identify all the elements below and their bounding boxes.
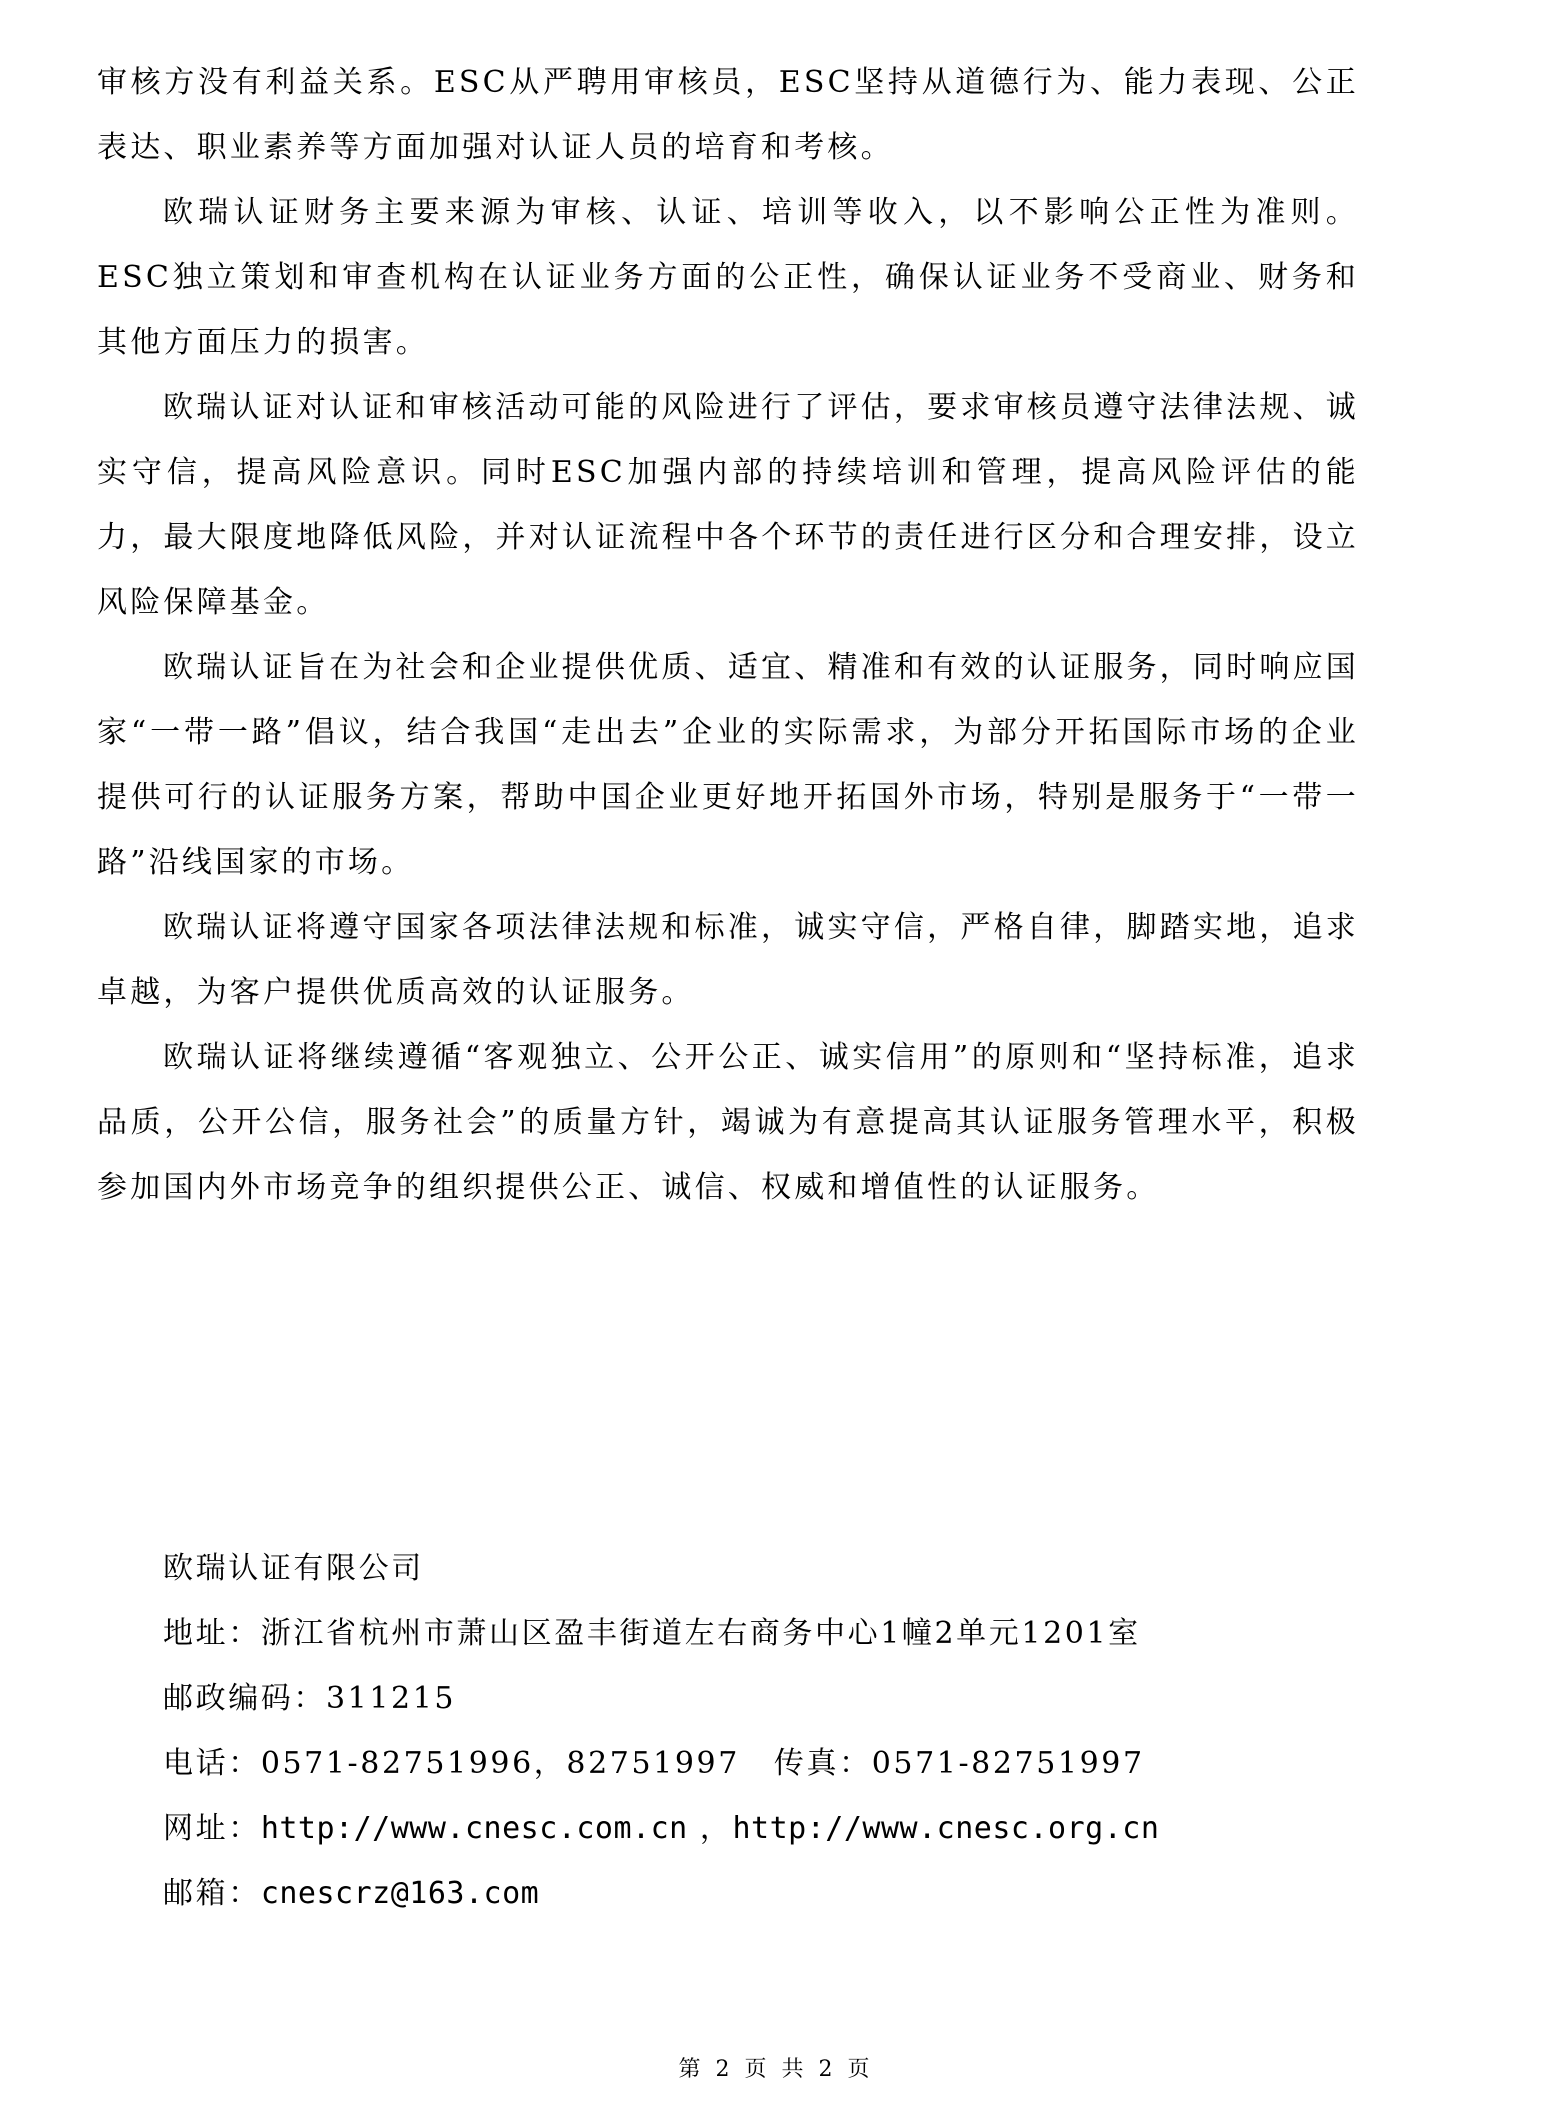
fax-label: 传真： xyxy=(773,1746,872,1781)
website-line xyxy=(163,1796,1363,1861)
email-label: 邮箱： xyxy=(163,1876,261,1911)
email-line xyxy=(163,1861,1363,1926)
postcode-line xyxy=(163,1666,1363,1731)
address-label: 地址： xyxy=(163,1616,261,1651)
postcode-label: 邮政编码： xyxy=(163,1681,326,1716)
paragraph-continuation: 审核方没有利益关系。ESC从严聘用审核员，ESC坚持从道德行为、能力表现、公正表达、职业素养等方面加强对认证人员的培育和考核。 xyxy=(97,65,1359,165)
website-label: 网址： xyxy=(163,1811,261,1846)
address-value: 浙江省杭州市萧山区盈丰街道左右商务中心1幢2单元1201室 xyxy=(260,1616,1141,1651)
document-body xyxy=(97,50,1359,1220)
website-link-org[interactable]: http://www.cnesc.org.cn xyxy=(732,1811,1160,1846)
paragraph-risk: 欧瑞认证对认证和审核活动可能的风险进行了评估，要求审核员遵守法律法规、诚实守信，提高风险意识。同时ESC加强内部的持续培训和管理，提高风险评估的能力，最大限度地降低风险，并对认证流程中各个环节的责任进行区分和合理安排，设立风险保障基金。 xyxy=(97,390,1359,620)
fax-value: 0571-82751997 xyxy=(871,1746,1145,1781)
website-separator: ， xyxy=(699,1811,733,1846)
company-name: 欧瑞认证有限公司 xyxy=(163,1551,424,1586)
paragraph-finance: 欧瑞认证财务主要来源为审核、认证、培训等收入，以不影响公正性为准则。ESC独立策划和审查机构在认证业务方面的公正性，确保认证业务不受商业、财务和其他方面压力的损害。 xyxy=(97,195,1359,360)
phone-value: 0571-82751996，82751997 xyxy=(260,1746,740,1781)
phone-fax-line xyxy=(163,1731,1363,1796)
contact-block xyxy=(163,1536,1363,1926)
email-link[interactable]: cnescrz@163.com xyxy=(260,1876,540,1911)
phone-label: 电话： xyxy=(163,1746,261,1781)
website-link-com[interactable]: http://www.cnesc.com.cn xyxy=(260,1811,688,1846)
paragraph-principles: 欧瑞认证将继续遵循“客观独立、公开公正、诚实信用”的原则和“坚持标准，追求品质，公开公信，服务社会”的质量方针，竭诚为有意提高其认证服务管理水平，积极参加国内外市场竞争的组织提供公正、诚信、权威和增值性的认证服务。 xyxy=(97,1040,1359,1205)
page-footer: 第 2 页 共 2 页 xyxy=(678,2057,874,2082)
paragraph-compliance: 欧瑞认证将遵守国家各项法律法规和标准，诚实守信，严格自律，脚踏实地，追求卓越，为客户提供优质高效的认证服务。 xyxy=(97,910,1359,1010)
postcode-value: 311215 xyxy=(326,1681,457,1716)
address-line xyxy=(163,1601,1363,1666)
paragraph-belt-and-road: 欧瑞认证旨在为社会和企业提供优质、适宜、精准和有效的认证服务，同时响应国家“一带一路”倡议，结合我国“走出去”企业的实际需求，为部分开拓国际市场的企业提供可行的认证服务方案，帮助中国企业更好地开拓国外市场，特别是服务于“一带一路”沿线国家的市场。 xyxy=(97,650,1359,880)
